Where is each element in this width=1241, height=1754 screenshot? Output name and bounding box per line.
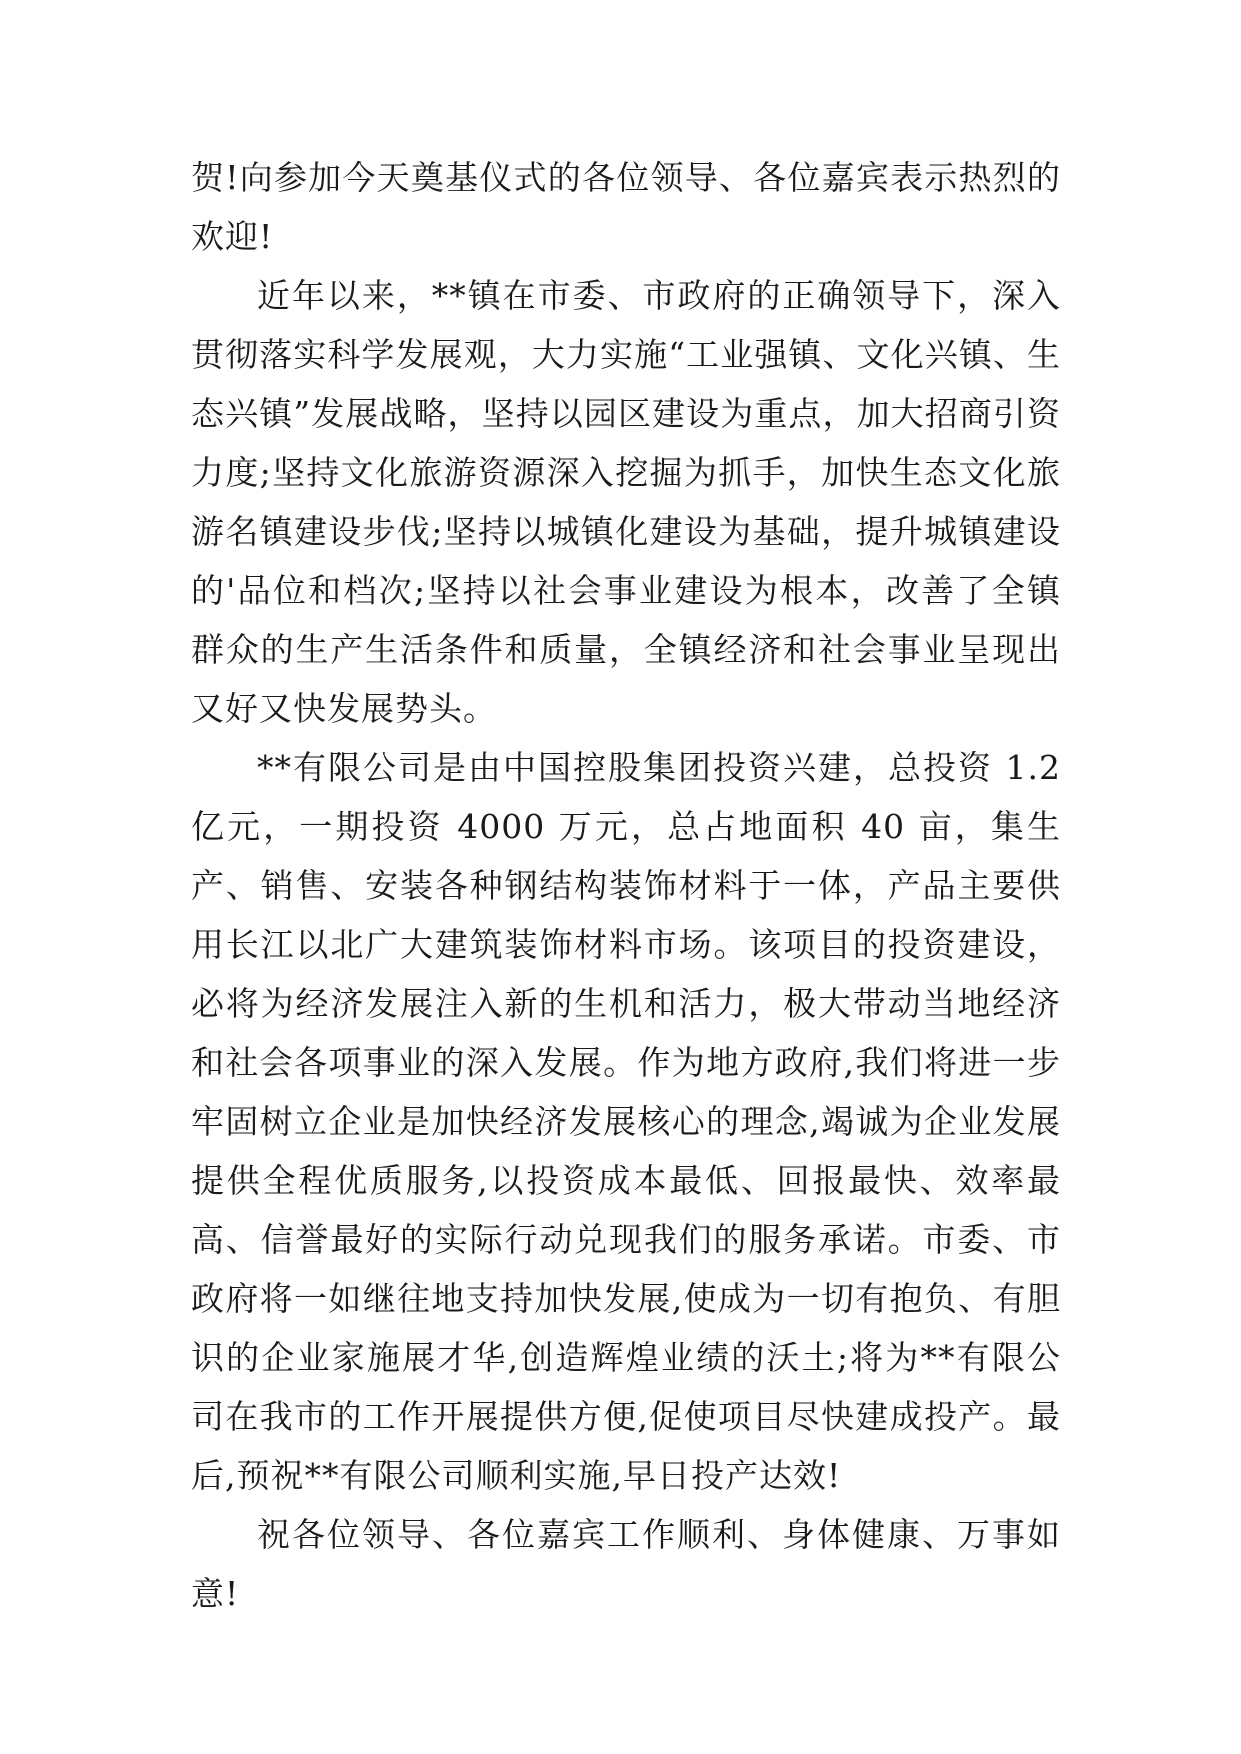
- paragraph-town-development: 近年以来，**镇在市委、市政府的正确领导下，深入贯彻落实科学发展观，大力实施“工业强镇、文化兴镇、生态兴镇”发展战略，坚持以园区建设为重点，加大招商引资力度;坚持文化旅游资源深入挖掘为抓手，加快生态文化旅游名镇建设步伐;坚持以城镇化建设为基础，提升城镇建设的'品位和档次;坚持以社会事业建设为根本，改善了全镇群众的生产生活条件和质量，全镇经济和社会事业呈现出又好又快发展势头。: [191, 276, 1061, 728]
- paragraph-blessing: 祝各位领导、各位嘉宾工作顺利、身体健康、万事如意!: [191, 1515, 1061, 1613]
- document-body: [191, 148, 1061, 1623]
- paragraph-welcome-closing: 贺!向参加今天奠基仪式的各位领导、各位嘉宾表示热烈的欢迎!: [191, 158, 1061, 256]
- paragraph-company-project: **有限公司是由中国控股集团投资兴建，总投资 1.2 亿元，一期投资 4000 万元，总占地面积 40 亩，集生产、销售、安装各种钢结构装饰材料于一体，产品主要供用长江以北广大建筑装饰材料市场。该项目的投资建设，必将为经济发展注入新的生机和活力，极大带动当地经济和社会各项事业的深入发展。作为地方政府,我们将进一步牢固树立企业是加快经济发展核心的理念,竭诚为企业发展提供全程优质服务,以投资成本最低、回报最快、效率最高、信誉最好的实际行动兑现我们的服务承诺。市委、市政府将一如继往地支持加快发展,使成为一切有抱负、有胆识的企业家施展才华,创造辉煌业绩的沃土;将为**有限公司在我市的工作开展提供方便,促使项目尽快建成投产。最后,预祝**有限公司顺利实施,早日投产达效!: [191, 748, 1061, 1495]
